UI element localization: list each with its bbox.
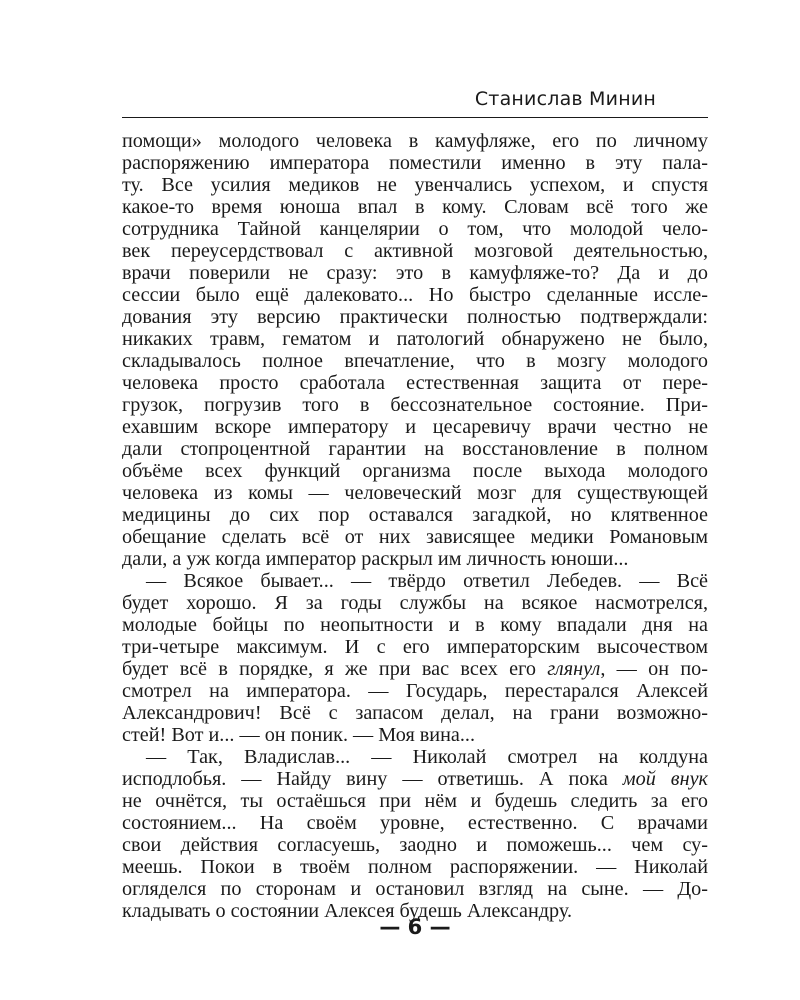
text-line-mixed (122, 768, 708, 790)
text-line: смотрел на императора. — Государь, перестарался Алексей (122, 680, 708, 702)
text-line: обещание сделать всё от них зависящее медики Романовым (122, 526, 708, 548)
text-line: сессии было ещё далековато... Но быстро сделанные иссле- (122, 284, 708, 306)
text-line: огляделся по сторонам и остановил взгляд на сыне. — До- (122, 878, 708, 900)
text-line: будет хорошо. Я за годы службы на всякое насмотрелся, (122, 592, 708, 614)
text-segment: исподлобья. — Найду вину — ответишь. А пока (122, 768, 623, 790)
text-line: век переусердствовал с активной мозговой деятельностью, (122, 240, 708, 262)
text-segment: , — он по- (600, 658, 708, 680)
italic-segment: мой внук (622, 768, 708, 790)
text-line: свои действия согласуешь, заодно и поможешь... чем су- (122, 834, 708, 856)
text-line: помощи» молодого человека в камуфляже, его по личному (122, 130, 708, 152)
text-line: складывалось полное впечатление, что в мозгу молодого (122, 350, 708, 372)
text-line: состоянием... На своём уровне, естественно. С врачами (122, 812, 708, 834)
text-line: грузок, погрузив того в бессознательное состояние. При- (122, 394, 708, 416)
italic-segment: глянул (547, 658, 601, 680)
text-line: — Так, Владислав... — Николай смотрел на колдуна (146, 746, 708, 768)
text-line-mixed (122, 658, 708, 680)
text-line: распоряжению императора поместили именно в эту пала- (122, 152, 708, 174)
text-line: ехавшим вскоре императору и цесаревичу врачи честно не (122, 416, 708, 438)
text-segment: будет всё в порядке, я же при вас всех его (122, 658, 548, 680)
text-line: дали, а уж когда император раскрыл им личность юноши... (122, 548, 629, 570)
text-line: — Всякое бывает... — твёрдо ответил Лебедев. — Всё (146, 570, 708, 592)
text-line: молодые бойцы по неопытности и в кому впадали дня на (122, 614, 708, 636)
text-line: сотрудника Тайной канцелярии о том, что молодой чело- (122, 218, 708, 240)
text-line: Александрович! Всё с запасом делал, на грани возможно- (122, 702, 708, 724)
page-number: — 6 — (379, 915, 451, 939)
running-head-author: Станислав Минин (474, 88, 656, 110)
text-line: меешь. Покои в твоём полном распоряжении. — Николай (122, 856, 708, 878)
text-line: не очнётся, ты остаёшься при нём и будешь следить за его (122, 790, 708, 812)
text-line: кладывать о состоянии Алексея будешь Александру. (122, 900, 572, 922)
text-line: дования эту версию практически полностью подтверждали: (122, 306, 708, 328)
body-text (122, 130, 708, 922)
text-line: никаких травм, гематом и патологий обнаружено не было, (122, 328, 708, 350)
text-line: стей! Вот и... — он поник. — Моя вина... (122, 724, 476, 746)
text-line: медицины до сих пор оставался загадкой, но клятвенное (122, 504, 708, 526)
text-line: человека из комы — человеческий мозг для существующей (122, 482, 708, 504)
text-line: три-четыре максимум. И с его императорским высочеством (122, 636, 708, 658)
text-line: дали стопроцентной гарантии на восстановление в полном (122, 438, 708, 460)
text-line: врачи поверили не сразу: это в камуфляже-то? Да и до (122, 262, 708, 284)
text-line: человека просто сработала естественная защита от пере- (122, 372, 708, 394)
text-line: ту. Все усилия медиков не увенчались успехом, и спустя (122, 174, 708, 196)
text-line: объёме всех функций организма после выхода молодого (122, 460, 708, 482)
text-line: какое-то время юноша впал в кому. Словам всё того же (122, 196, 708, 218)
header-rule (122, 117, 708, 118)
